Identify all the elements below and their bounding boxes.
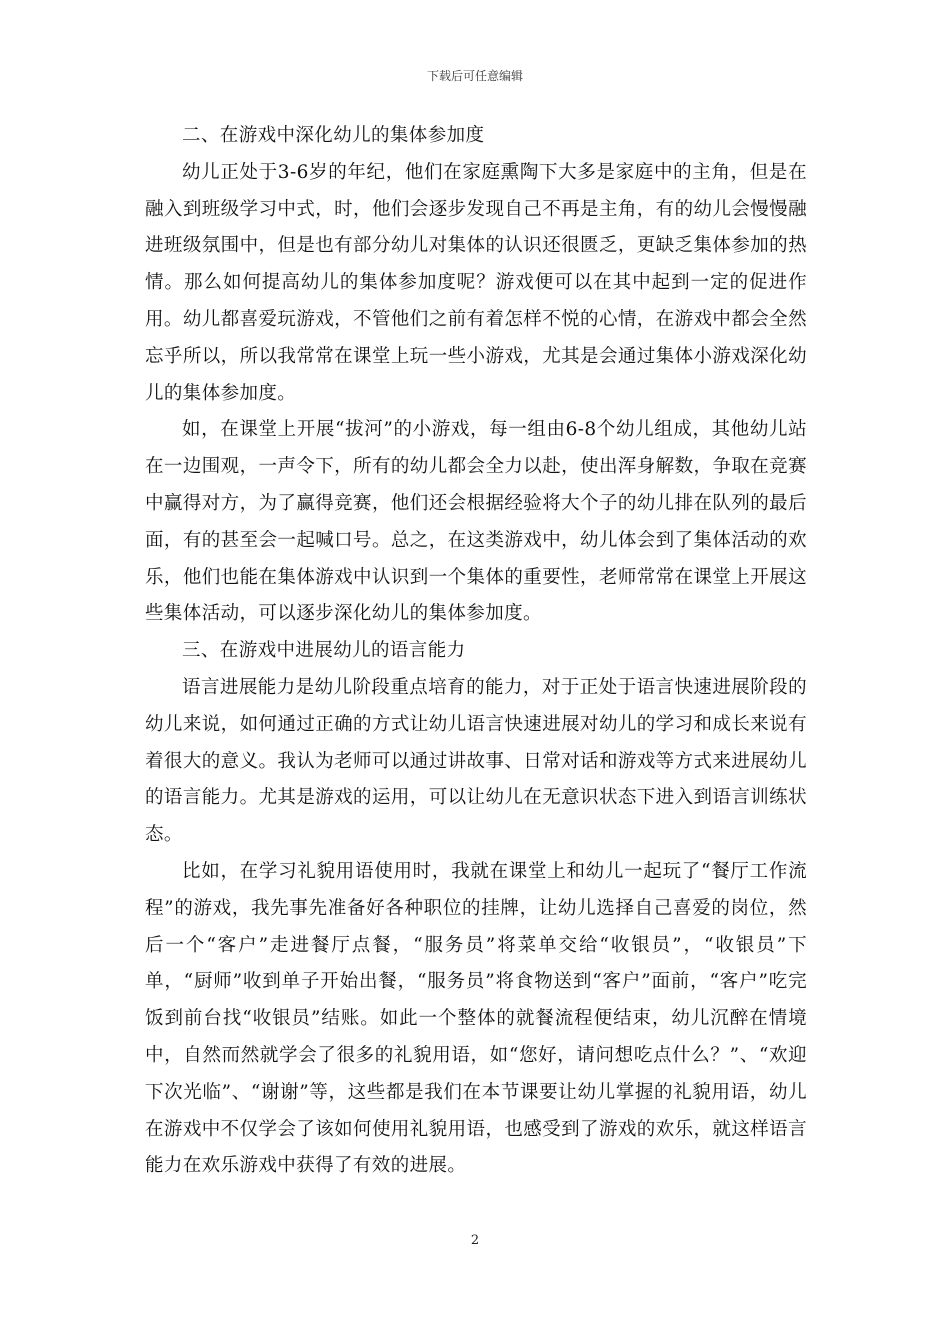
section-heading-3: 三、在游戏中进展幼儿的语言能力 (182, 640, 466, 662)
header-note: 下载后可任意编辑 (426, 69, 523, 83)
paragraph-2: 如，在课堂上开展“拔河”的小游戏，每一组由6-8个幼儿组成，其他幼儿站在一边围观，一声令下，所有的幼儿都会全力以赴，使出浑身解数，争取在竞赛中赢得对方，为了赢得竞赛，他们还会根据经验将大个子的幼儿排在队列的最后面，有的甚至会一起喊口号。总之，在这类游戏中，幼儿体会到了集体活动的欢乐，他们也能在集体游戏中认识到一个集体的重要性，老师常常在课堂上开展这些集体活动，可以逐步深化幼儿的集体参加度。 (145, 419, 807, 625)
section-heading-2: 二、在游戏中深化幼儿的集体参加度 (182, 125, 485, 146)
paragraph-1: 幼儿正处于3-6岁的年纪，他们在家庭熏陶下大多是家庭中的主角，但是在融入到班级学习中式，时，他们会逐步发现自己不再是主角，有的幼儿会慢慢融进班级氛围中，但是也有部分幼儿对集体的认识还很匮乏，更缺乏集体参加的热情。那么如何提高幼儿的集体参加度呢？游戏便可以在其中起到一定的促进作用。幼儿都喜爱玩游戏，不管他们之前有着怎样不悦的心情，在游戏中都会全然忘乎所以，所以我常常在课堂上玩一些小游戏，尤其是会通过集体小游戏深化幼儿的集体参加度。 (145, 161, 807, 404)
paragraph-3: 语言进展能力是幼儿阶段重点培育的能力，对于正处于语言快速进展阶段的幼儿来说，如何通过正确的方式让幼儿语言快速进展对幼儿的学习和成长来说有着很大的意义。我认为老师可以通过讲故事、日常对话和游戏等方式来进展幼儿的语言能力。尤其是游戏的运用，可以让幼儿在无意识状态下进入到语言训练状态。 (145, 676, 807, 846)
document-body (145, 118, 807, 1185)
page-number: 2 (470, 1233, 480, 1248)
paragraph-4: 比如，在学习礼貌用语使用时，我就在课堂上和幼儿一起玩了“餐厅工作流程”的游戏，我先事先准备好各种职位的挂牌，让幼儿选择自己喜爱的岗位，然后一个“客户”走进餐厅点餐，“服务员”将菜单交给“收银员”，“收银员”下单，“厨师”收到单子开始出餐，“服务员”将食物送到“客户”面前，“客户”吃完饭到前台找“收银员”结账。如此一个整体的就餐流程便结束，幼儿沉醉在情境中，自然而然就学会了很多的礼貌用语，如“您好，请问想吃点什么？”、“欢迎下次光临”、“谢谢”等，这些都是我们在本节课要让幼儿掌握的礼貌用语，幼儿在游戏中不仅学会了该如何使用礼貌用语，也感受到了游戏的欢乐，就这样语言能力在欢乐游戏中获得了有效的进展。 (145, 860, 807, 1177)
